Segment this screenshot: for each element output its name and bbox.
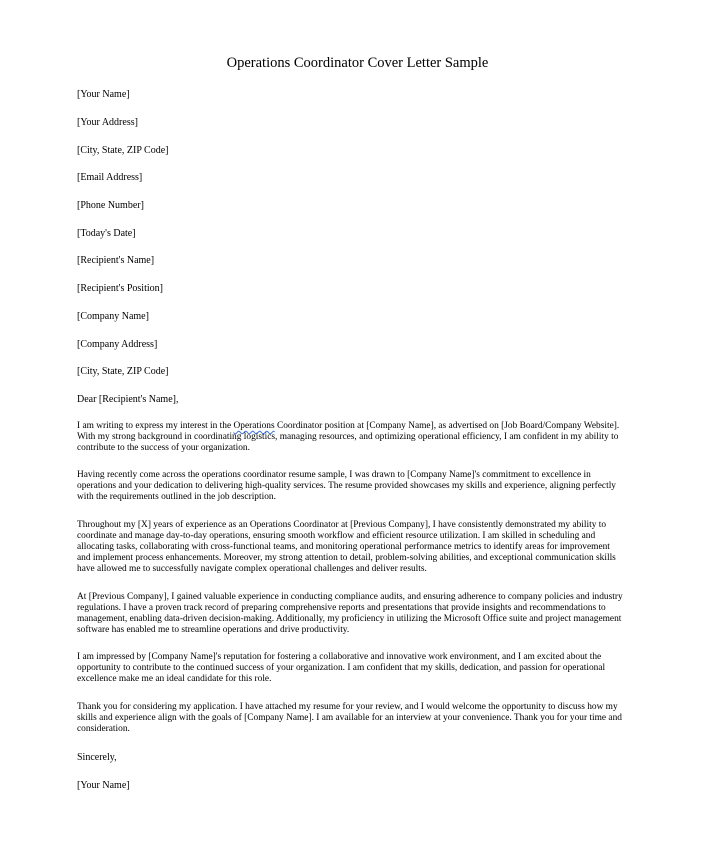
paragraph-line: skills and experience align with the goals of [Company Name]. I am available for an interview at your convenience. Thank you for your time and [77, 713, 622, 723]
company-name: [Company Name] [77, 311, 149, 322]
document-title: Operations Coordinator Cover Letter Sample [226, 55, 489, 71]
paragraph-2 [77, 470, 637, 503]
paragraph-line: coordinate and manage day-to-day operations, ensuring smooth workflow and efficient resource utilization. I am skilled in scheduling and [77, 531, 596, 541]
letter-date: [Today's Date] [77, 228, 136, 239]
paragraph-line: With my strong background in coordinating logistics, managing resources, and optimizing operational efficiency, I am confident in my ability to [77, 432, 619, 442]
paragraph-line: regulations. I have a proven track record of preparing comprehensive reports and presentations that provide insights and recommendations to [77, 603, 606, 613]
sender-address: [Your Address] [77, 117, 138, 128]
paragraph-line: Throughout my [X] years of experience as an Operations Coordinator at [Previous Company], I have consistently demonstrated my ability to [77, 520, 607, 530]
paragraph-3 [77, 520, 637, 575]
paragraph-line: management, enabling data-driven decision-making. Additionally, my proficiency in utilizing the Microsoft Office suite and project management [77, 614, 622, 624]
paragraph-line: and implement process enhancements. Moreover, my strong attention to detail, problem-solving abilities, and exceptional communication skills [77, 553, 616, 563]
paragraph-line [77, 421, 637, 432]
paragraph-1 [77, 421, 637, 454]
paragraph-line: Having recently come across the operations coordinator resume sample, I was drawn to [Company Name]'s commitment to excellence in [77, 470, 591, 480]
paragraph-line: contribute to the success of your organization. [77, 443, 250, 453]
paragraph-line: Thank you for considering my application. I have attached my resume for your review, and I would welcome the opportunity to discuss how my [77, 702, 618, 712]
paragraph-line: with the requirements outlined in the job description. [77, 492, 276, 502]
signature-name: [Your Name] [77, 780, 130, 791]
paragraph-line: have allowed me to successfully navigate complex operational challenges and deliver results. [77, 564, 427, 574]
sender-name: [Your Name] [77, 89, 130, 100]
recipient-position: [Recipient's Position] [77, 283, 163, 294]
spellcheck-underlined-word: Operations [233, 421, 275, 431]
paragraph-line: allocating tasks, collaborating with cross-functional teams, and monitoring operational performance metrics to identify areas for improvement [77, 542, 610, 552]
paragraph-line: software has enabled me to streamline operations and drive productivity. [77, 625, 350, 635]
paragraph-5 [77, 652, 637, 685]
sender-phone: [Phone Number] [77, 200, 144, 211]
paragraph-line: At [Previous Company], I gained valuable experience in conducting compliance audits, and ensuring adherence to company policies and industry [77, 592, 623, 602]
sender-city-state-zip: [City, State, ZIP Code] [77, 145, 169, 156]
paragraph-line: opportunity to contribute to the continued success of your organization. I am confident that my skills, dedication, and passion for operational [77, 663, 606, 673]
text-segment: Coordinator position at [Company Name], as advertised on [Job Board/Company Website]. [274, 421, 620, 431]
recipient-name: [Recipient's Name] [77, 255, 155, 266]
paragraph-line: operations and your dedication to delivering high-quality services. The resume provided showcases my skills and experience, aligning perfectly [77, 481, 616, 491]
salutation: Dear [Recipient's Name], [77, 394, 179, 405]
paragraph-line: consideration. [77, 724, 130, 734]
company-address: [Company Address] [77, 339, 158, 350]
text-segment: I am writing to express my interest in the [77, 421, 234, 431]
paragraph-line: excellence make me an ideal candidate for this role. [77, 674, 272, 684]
paragraph-6 [77, 702, 637, 735]
paragraph-line: I am impressed by [Company Name]'s reputation for fostering a collaborative and innovative work environment, and I am excited about the [77, 652, 602, 662]
closing: Sincerely, [77, 752, 117, 763]
sender-email: [Email Address] [77, 172, 143, 183]
company-city-state-zip: [City, State, ZIP Code] [77, 366, 169, 377]
paragraph-4 [77, 592, 637, 636]
